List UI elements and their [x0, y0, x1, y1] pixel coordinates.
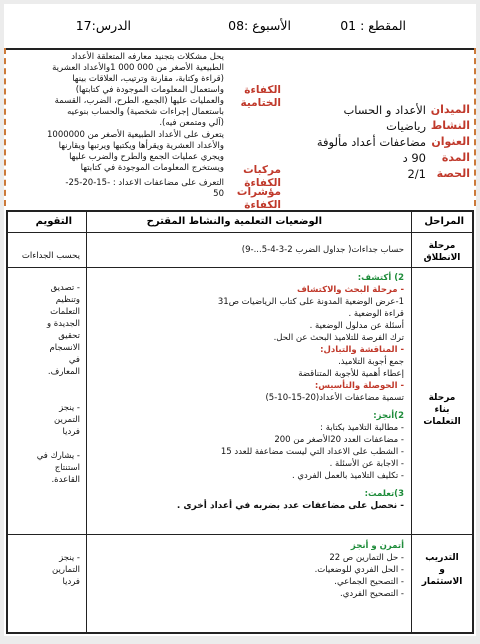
activities-table: [6, 210, 474, 634]
left-dashed-border: [4, 48, 6, 206]
header-activities: الوضعيات التعلمية والنشاط المقترح: [146, 216, 322, 227]
indicators-label: مؤشرات الكفاءة: [236, 186, 281, 211]
right-dashed-border: [474, 48, 476, 206]
value-title: مضاعفات أعداد مألوفة: [316, 135, 426, 149]
header-stages: المراحل: [424, 216, 464, 227]
week-label: الأسبوع :08: [228, 18, 291, 33]
launch-activity: حساب جداءات( جداول الضرب 2-3-4-5...-9): [241, 245, 404, 255]
stage-practice: التدريب و الاستثمار: [421, 553, 463, 587]
components-text: يتعرف على الأعداد الطبيعية الأصغر من 1000000 والأعداد العشرية ويقرأها ويكتبها ويرتبها ويقارنها ويجري عمليات الجمع والطرح والضرب عليها ويستخرج المعلومات الموجودة في كتابتها: [47, 130, 224, 173]
label-activity: النشاط: [430, 119, 470, 132]
label-title: العنوان: [431, 135, 470, 148]
value-field: الأعداد و الحساب: [343, 103, 426, 117]
practice-activities: أتمرن و أنجز - حل التمارين ص 22 - الحل الفردي للوضعيات. - التصحيح الجماعي. - التصحيح الفردي.: [314, 541, 404, 599]
label-duration: المدة: [441, 151, 470, 164]
info-labels: [430, 102, 470, 182]
lesson-plan-page: [4, 4, 476, 636]
practice-evaluation: - ينجز التمارين فرديا: [52, 553, 80, 587]
label-session: الحصة: [436, 167, 470, 180]
value-duration: 90 د: [402, 151, 426, 165]
info-values: [296, 102, 426, 182]
final-competence-label: الكفاءة الختامية: [240, 84, 281, 109]
build-evaluation: - تصديق وتنظيم التعلمات الجديدة و تحقيق الانسجام في المعارف. - ينجز التمرين فرديا - يشارك في استنتاج القاعدة.: [36, 283, 80, 485]
components-label: مركبات الكفاءة: [243, 164, 281, 189]
header-bar: [4, 4, 476, 50]
lesson-label: الدرس:17: [75, 18, 131, 33]
header-evaluation: التقويم: [35, 216, 72, 227]
build-activities: 2) أكتشف: - مرحلة البحث والاكتشاف 1-عرض الوضعية المدونة على كتاب الرياضيات ص31 قراءة الوضعية . أسئلة عن مدلول الوضعية . ترك الفرصة للتلاميذ البحث عن الحل. - المناقشة والتبادل: جمع أجوبة التلاميذ. إعطاء أهمية للأجوبة المتناقضة - الحوصلة والتأسيس: تسمية مضاعفات الأعداد(20-15-10-5) 2)أنجز: - مطالبة التلاميذ بكتابة : - مضاعفات العدد 20الأصغر من 200 - الشطب على الاعداد التي ليست مضاعفة للعدد 15 - الاجابة عن الأسئلة . - تكليف التلاميذ بالعمل الفردي . 3)تعلمت: - نحصل على مضاعفات عدد بضربه في أعداد أخرى .: [176, 273, 404, 511]
launch-evaluation: يحسب الجداءات: [21, 251, 80, 261]
value-session: 2/1: [407, 167, 426, 181]
value-activity: رياضيات: [386, 119, 426, 133]
segment-label: المقطع : 01: [340, 18, 406, 33]
final-competence-text: يحل مشكلات بتجنيد معارفه المتعلقة الأعداد الطبيعية الأصغر من 000 000 1والأعداد العشرية (قراءة وكتابة، مقارنة وترتيب، العلاقات بينها واستعمال المعلومات الموجودة في كتابتها) والعمليات عليها (الجمع، الطرح، الضرب، القسمة باستعمال إجراءات شخصية) والحساب بنوعيه (آلي ومتمعن فيه).: [52, 52, 224, 128]
stage-build: مرحلة بناء التعلمات: [423, 393, 461, 427]
indicators-text: التعرف على مضاعفات الاعداد : -15-20-25- 50: [65, 178, 224, 199]
stage-launch: مرحلة الانطلاق: [423, 241, 461, 263]
label-field: الميدان: [430, 103, 470, 116]
